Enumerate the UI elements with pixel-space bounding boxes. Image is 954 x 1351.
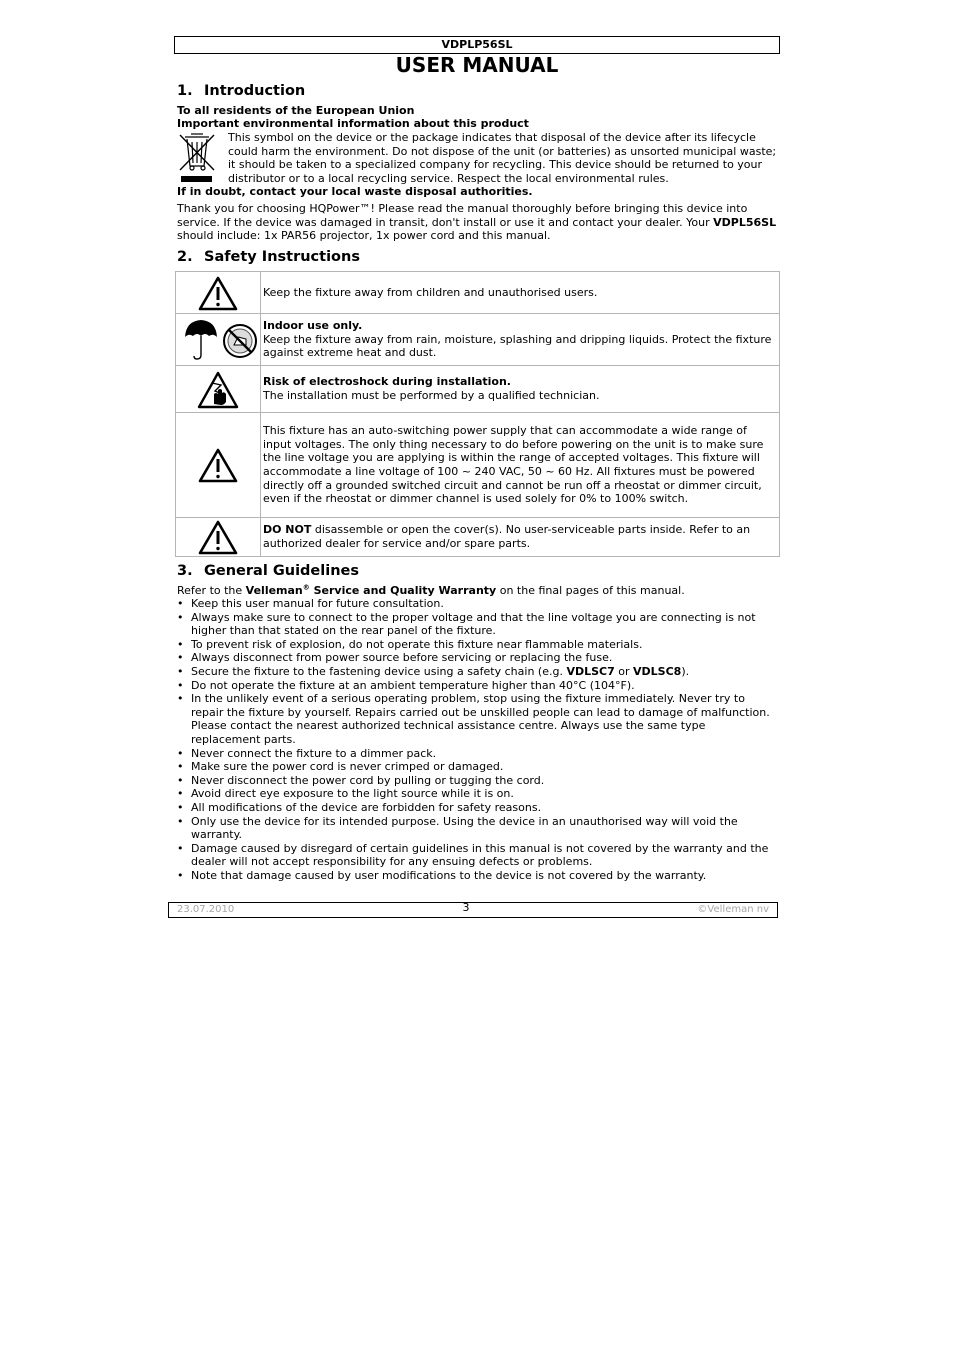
safety-text-cell [261,413,780,518]
list-item: • Make sure the power cord is never crimped or damaged. [177,760,504,774]
list-item: • In the unlikely event of a serious operating problem, stop using the fixture immediately. Never try to repair the fixture by yourself. Repairs carried out be unskilled people can lead to damage of malfunction. Please contact the nearest authorized technical assistance centre. Always use the same type replacement parts. [177,692,770,746]
safety-row [176,314,780,366]
warning-icon [176,518,260,556]
safety-text-cell [261,272,780,314]
list-item: • Only use the device for its intended purpose. Using the device in an unauthorised way will void the warranty. [177,814,738,842]
warning-icon [176,273,260,313]
safety-icon-cell [176,518,261,557]
refer-end: on the final pages of this manual. [496,584,685,597]
safety-text: disassemble or open the cover(s). No user-serviceable parts inside. Refer to an authorized dealer for service and/or spare parts. [263,523,751,550]
safety-emphasis: Indoor use only. [263,319,363,333]
warning-icon [176,445,260,485]
safety-emphasis: DO NOT [263,523,312,537]
safety-heading [177,248,360,266]
model-name: VDPL56SL [713,215,777,229]
weee-bin-icon [177,132,217,184]
safety-row [176,366,780,413]
list-item: • Damage caused by disregard of certain guidelines in this manual is not covered by the warranty and the dealer will not accept responsibility for any ensuing defects or problems. [177,841,769,869]
chain-code: VDLSC7 [566,664,615,678]
chain-code: VDLSC8 [633,664,682,678]
safety-heading-text: Safety Instructions [204,249,360,265]
warranty-title: Service and Quality Warranty [309,584,497,597]
indoor-use-icon [176,315,260,365]
intro-heading [177,82,305,100]
list-item: • To prevent risk of explosion, do not operate this fixture near flammable materials. [177,637,643,651]
page-footer [168,902,778,918]
document-header [174,36,780,54]
guidelines-heading-text: General Guidelines [204,563,359,579]
weee-notice: This symbol on the device or the package indicates that disposal of the device after its lifecycle could harm the environment. Do not dispose of the unit (or batteries) as unsorted municipal waste; it should be taken to a specialized company for recycling. This device should be returned to your distributor or to a local recycling service. Respect the local environmental rules. [228,131,777,185]
package-contents: should include: 1x PAR56 projector, 1x power cord and this manual. [177,229,551,243]
list-item: • Avoid direct eye exposure to the light source while it is on. [177,787,514,801]
list-item: • Always disconnect from power source before servicing or replacing the fuse. [177,651,613,665]
refer-text: Refer to the [177,584,246,597]
footer-date: 23.07.2010 [177,904,235,915]
page-title: USER MANUAL [395,53,559,77]
safety-text: Keep the fixture away from rain, moisture, splashing and dripping liquids. Protect the fixture against extreme heat and dust. [263,332,772,360]
guidelines-heading-number: 3. [177,563,193,579]
registered-mark: ® [302,583,310,592]
safety-text-cell [261,518,780,557]
thanks-paragraph [177,202,777,243]
safety-row [176,413,780,518]
safety-text: Keep the fixture away from children and unauthorised users. [263,285,598,299]
guidelines-heading [177,562,359,580]
warranty-reference [177,584,777,598]
safety-icon-cell [176,366,261,413]
footer-copyright: ©Velleman nv [697,904,769,915]
thanks-text: Thank you for choosing HQPower™! Please read the manual thoroughly before bringing this device into service. If the device was damaged in transit, don't install or use it and contact your dealer. Your [177,202,748,229]
model-number: VDPLP56SL [441,38,513,51]
safety-text-cell [261,314,780,366]
list-item: • Never connect the fixture to a dimmer pack. [177,746,437,760]
list-item: • Do not operate the fixture at an ambient temperature higher than 40°C (104°F). [177,678,635,692]
electroshock-icon [176,367,260,411]
safety-row [176,518,780,557]
guidelines-list [177,597,777,882]
safety-row [176,272,780,314]
list-item: • All modifications of the device are forbidden for safety reasons. [177,800,542,814]
list-item: • Note that damage caused by user modifications to the device is not covered by the warranty. [177,868,707,882]
list-item: • Never disconnect the power cord by pulling or tugging the cord. [177,773,545,787]
safety-text: This fixture has an auto-switching power supply that can accommodate a wide range of input voltages. The only thing necessary to do before powering on the unit is to make sure the line voltage you are applying is within the range of accepted voltages. This fixture will accommodate a line voltage of 100 ~ 240 VAC, 50 ~ 60 Hz. All fixtures must be powered directly off a grounded switched circuit and cannot be run off a rheostat or dimmer circuit, even if the rheostat or dimmer channel is used solely for 0% to 100% switch. [263,424,764,506]
list-item: • Secure the fixture to the fastening device using a safety chain (e.g. VDLSC7 or VDLSC8). [177,664,690,678]
safety-icon-cell [176,413,261,518]
env-info-line: Important environmental information about this product [177,117,529,130]
safety-heading-number: 2. [177,249,193,265]
brand-name: Velleman [245,584,303,597]
safety-icon-cell [176,272,261,314]
safety-text-cell [261,366,780,413]
safety-table [175,271,780,557]
list-item: • Keep this user manual for future consultation. [177,597,444,610]
eu-residents-line: To all residents of the European Union [177,104,415,117]
safety-text: The installation must be performed by a qualified technician. [263,389,600,402]
list-item: • Always make sure to connect to the proper voltage and that the line voltage you are connecting is not higher than that stated on the rear panel of the fixture. [177,610,756,638]
page-number: 3 [462,901,470,914]
intro-heading-number: 1. [177,83,193,99]
safety-icon-cell [176,314,261,366]
safety-emphasis: Risk of electroshock during installation. [263,375,511,389]
intro-heading-text: Introduction [204,83,306,99]
waste-authorities-line: If in doubt, contact your local waste disposal authorities. [177,185,533,198]
